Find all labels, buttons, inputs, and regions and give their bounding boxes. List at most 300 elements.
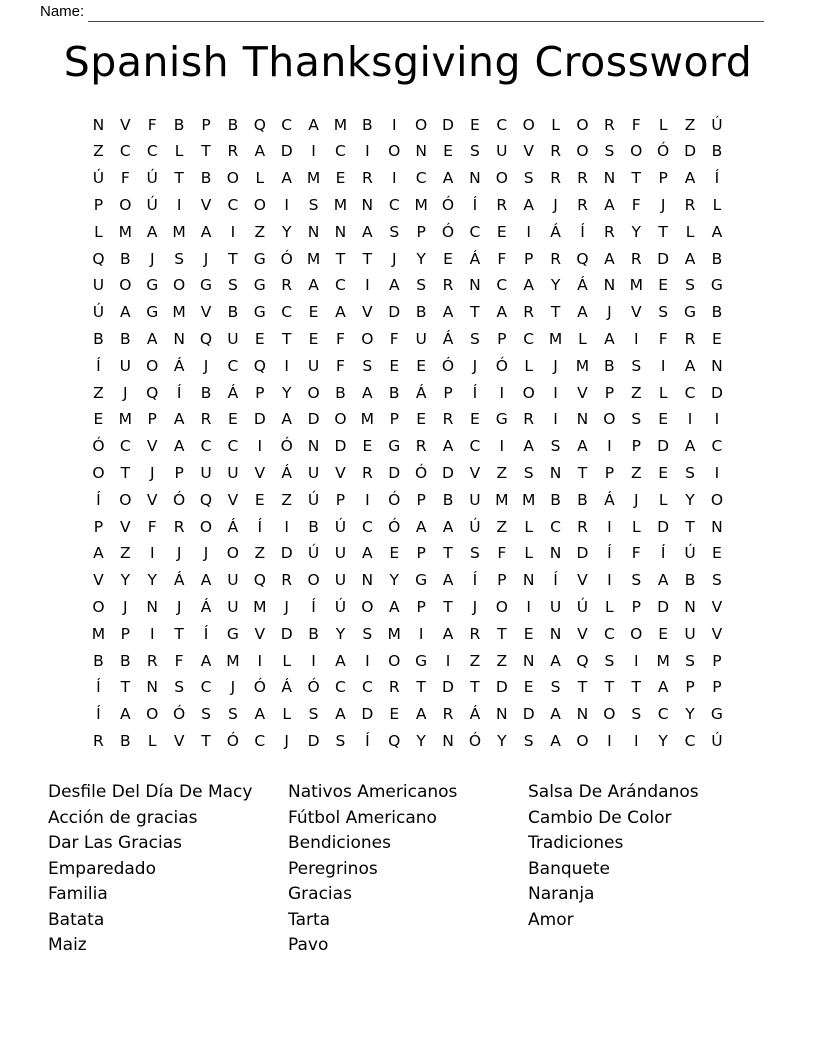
grid-cell: N — [307, 437, 320, 456]
grid-cell: T — [281, 330, 292, 349]
grid-cell: T — [174, 624, 184, 643]
grid-cell: T — [658, 222, 668, 241]
grid-cell: F — [497, 544, 507, 563]
grid-cell: E — [658, 276, 669, 295]
grid-cell: P — [93, 517, 104, 536]
grid-cell: R — [577, 196, 588, 215]
grid-cell: D — [442, 115, 454, 134]
grid-cell: Ú — [92, 303, 105, 322]
grid-cell: Z — [93, 142, 104, 161]
grid-cell: A — [442, 571, 454, 590]
grid-cell: A — [523, 196, 534, 215]
grid-cell: S — [227, 705, 238, 724]
grid-cell: N — [146, 597, 159, 616]
grid-cell: O — [307, 383, 320, 402]
grid-cell: S — [631, 571, 642, 590]
grid-cell: A — [308, 276, 319, 295]
grid-cell: B — [173, 115, 185, 134]
grid-cell: I — [149, 544, 155, 563]
grid-cell: A — [200, 571, 212, 590]
grid-cell: A — [93, 544, 104, 563]
grid-cell: L — [578, 330, 587, 349]
grid-cell: F — [631, 196, 641, 215]
grid-cell: Ó — [92, 437, 105, 456]
grid-cell: S — [174, 678, 185, 697]
grid-cell: S — [362, 624, 373, 643]
grid-cell: R — [603, 115, 615, 134]
grid-cell: T — [577, 678, 588, 697]
grid-cell: E — [658, 410, 669, 429]
grid-cell: A — [550, 731, 561, 750]
grid-cell: Í — [607, 544, 612, 563]
grid-cell: D — [495, 678, 508, 697]
word-list-column — [48, 780, 288, 959]
word-list-item: Bendiciones — [288, 833, 391, 853]
grid-cell: T — [201, 142, 211, 161]
grid-cell: P — [255, 383, 265, 402]
grid-cell: C — [227, 437, 239, 456]
grid-cell: C — [335, 678, 346, 697]
grid-cell: E — [93, 410, 104, 429]
grid-cell: Y — [281, 383, 292, 402]
grid-cell: S — [523, 169, 534, 188]
grid-cell: D — [576, 544, 589, 563]
grid-cell: M — [172, 303, 186, 322]
grid-cell: O — [415, 115, 428, 134]
grid-cell: I — [526, 222, 531, 241]
grid-cell: I — [553, 410, 558, 429]
grid-cell: F — [658, 330, 668, 349]
grid-cell: R — [442, 410, 454, 429]
grid-cell: T — [120, 464, 131, 482]
grid-cell: N — [173, 330, 185, 349]
word-list-item: Pavo — [288, 935, 329, 955]
grid-cell: J — [553, 196, 558, 215]
grid-cell: B — [550, 490, 561, 509]
grid-cell: P — [712, 651, 722, 670]
grid-cell: B — [120, 249, 131, 268]
grid-cell: Í — [311, 597, 316, 616]
grid-cell: P — [658, 169, 668, 188]
name-label: Name: — [40, 3, 85, 20]
grid-cell: I — [526, 597, 531, 616]
grid-cell: P — [174, 464, 184, 482]
grid-cell: Z — [93, 383, 104, 402]
grid-cell: A — [120, 705, 131, 724]
grid-cell: L — [605, 597, 614, 616]
grid-cell: G — [253, 276, 266, 295]
grid-cell: V — [469, 464, 481, 482]
grid-cell: A — [308, 115, 319, 134]
grid-cell: Ó — [441, 222, 455, 241]
grid-cell: C — [469, 437, 481, 456]
grid-cell: R — [442, 276, 454, 295]
grid-cell: G — [415, 651, 428, 670]
grid-cell: J — [284, 731, 289, 750]
grid-cell: Q — [253, 571, 266, 590]
grid-cell: P — [604, 464, 615, 482]
grid-cell: U — [415, 330, 427, 349]
grid-cell: Á — [469, 705, 481, 724]
grid-cell: C — [523, 330, 535, 349]
grid-cell: C — [469, 222, 481, 241]
word-list-item: Tarta — [288, 909, 331, 930]
grid-cell: S — [631, 705, 642, 724]
grid-cell: M — [656, 651, 670, 670]
grid-cell: L — [658, 490, 668, 509]
grid-cell: T — [470, 678, 480, 697]
grid-cell: I — [553, 383, 558, 402]
grid-cell: E — [308, 330, 319, 349]
grid-cell: L — [658, 115, 668, 134]
grid-cell: U — [227, 597, 239, 616]
grid-cell: A — [254, 142, 266, 161]
grid-cell: G — [388, 437, 401, 456]
grid-cell: M — [226, 651, 240, 670]
grid-cell: A — [120, 303, 131, 322]
grid-cell: Í — [365, 731, 370, 750]
grid-cell: A — [281, 410, 292, 429]
word-list-item: Salsa De Arándanos — [528, 782, 699, 802]
grid-cell: Í — [96, 490, 101, 509]
grid-cell: I — [499, 383, 505, 402]
grid-cell: N — [442, 731, 454, 750]
grid-cell: Z — [120, 544, 131, 563]
grid-cell: I — [714, 464, 720, 482]
grid-cell: R — [361, 464, 373, 482]
grid-cell: M — [522, 490, 536, 509]
grid-cell: Y — [281, 222, 292, 241]
grid-cell: Á — [469, 249, 481, 268]
grid-cell: E — [712, 330, 722, 349]
grid-cell: N — [603, 276, 616, 295]
grid-cell: L — [524, 356, 534, 375]
grid-cell: I — [607, 571, 612, 590]
grid-cell: G — [710, 276, 723, 295]
grid-cell: J — [203, 356, 209, 375]
grid-cell: A — [200, 222, 212, 241]
grid-cell: G — [146, 276, 159, 295]
grid-cell: A — [577, 437, 588, 456]
word-list-item: Peregrinos — [288, 858, 378, 879]
grid-cell: O — [710, 490, 724, 509]
grid-cell: I — [660, 356, 666, 375]
grid-cell: L — [255, 169, 265, 188]
word-list-item: Gracias — [288, 884, 352, 904]
grid-cell: S — [201, 705, 211, 724]
grid-cell: Í — [472, 571, 478, 590]
word-list-item: Fútbol Americano — [288, 807, 437, 828]
grid-cell: L — [174, 142, 184, 161]
word-list-column — [288, 780, 528, 959]
grid-cell: S — [550, 678, 561, 697]
grid-cell: A — [604, 249, 615, 268]
grid-cell: D — [657, 249, 670, 268]
grid-cell: A — [362, 222, 373, 241]
grid-cell: P — [497, 571, 507, 590]
grid-cell: S — [227, 276, 238, 295]
grid-cell: D — [442, 464, 454, 482]
grid-cell: S — [523, 731, 534, 750]
grid-cell: S — [308, 705, 319, 724]
grid-cell: R — [577, 517, 588, 536]
grid-cell: A — [281, 169, 292, 188]
grid-cell: B — [362, 115, 373, 134]
grid-cell: I — [311, 651, 316, 670]
grid-cell: S — [712, 571, 722, 590]
grid-cell: F — [631, 544, 641, 563]
grid-cell: N — [549, 544, 562, 563]
grid-cell: A — [684, 249, 696, 268]
grid-cell: E — [254, 330, 265, 349]
grid-cell: A — [442, 437, 454, 456]
grid-cell: Q — [92, 249, 105, 268]
grid-cell: R — [523, 303, 535, 322]
grid-cell: S — [604, 142, 615, 161]
grid-cell: S — [335, 731, 346, 750]
grid-cell: T — [631, 169, 641, 188]
grid-cell: U — [200, 464, 212, 482]
grid-cell: Q — [199, 490, 213, 509]
grid-cell: V — [254, 464, 266, 482]
grid-cell: E — [416, 410, 427, 429]
grid-cell: D — [307, 731, 320, 750]
grid-cell: I — [149, 624, 155, 643]
word-list — [48, 780, 768, 959]
grid-cell: S — [523, 464, 534, 482]
grid-cell: S — [174, 249, 185, 268]
word-list-item: Naranja — [528, 884, 595, 904]
grid-cell: Ó — [307, 678, 320, 697]
grid-cell: C — [281, 303, 293, 322]
grid-cell: E — [523, 678, 534, 697]
name-row — [40, 2, 764, 22]
grid-cell: Ú — [307, 544, 320, 563]
grid-cell: L — [282, 651, 291, 670]
grid-cell: J — [660, 196, 666, 215]
grid-cell: C — [361, 678, 373, 697]
grid-cell: C — [550, 517, 561, 536]
grid-cell: C — [415, 169, 427, 188]
grid-cell: J — [176, 544, 182, 563]
grid-cell: I — [365, 142, 370, 161]
grid-cell: V — [630, 303, 642, 322]
grid-cell: C — [684, 731, 696, 750]
grid-cell: S — [631, 410, 642, 429]
grid-cell: G — [253, 303, 266, 322]
grid-cell: E — [416, 356, 427, 375]
grid-cell: O — [92, 464, 105, 482]
grid-cell: E — [389, 544, 400, 563]
grid-cell: Y — [120, 571, 131, 590]
grid-cell: D — [388, 464, 401, 482]
grid-cell: R — [281, 276, 293, 295]
grid-cell: F — [631, 115, 641, 134]
grid-cell: Q — [576, 651, 589, 670]
grid-cell: R — [146, 651, 158, 670]
grid-cell: S — [469, 544, 480, 563]
grid-cell: O — [199, 517, 213, 536]
grid-cell: Í — [472, 196, 478, 215]
grid-cell: Ó — [280, 249, 293, 268]
grid-cell: G — [253, 249, 266, 268]
grid-cell: T — [685, 517, 695, 536]
grid-cell: Á — [227, 383, 239, 402]
name-input-line[interactable] — [88, 2, 764, 22]
grid-cell: N — [361, 571, 374, 590]
grid-cell: U — [227, 571, 239, 590]
grid-cell: R — [93, 731, 104, 750]
grid-cell: Í — [96, 678, 101, 697]
grid-cell: N — [361, 196, 374, 215]
grid-cell: Y — [389, 571, 399, 590]
grid-cell: V — [93, 571, 104, 590]
grid-cell: L — [147, 731, 157, 750]
grid-cell: D — [280, 142, 293, 161]
grid-cell: C — [119, 142, 131, 161]
word-list-item: Maiz — [48, 935, 87, 955]
grid-cell: E — [389, 705, 400, 724]
grid-cell: S — [469, 330, 480, 349]
word-list-item: Amor — [528, 909, 574, 930]
grid-cell: V — [227, 490, 239, 509]
word-list-column — [528, 780, 768, 959]
grid-cell: N — [576, 410, 589, 429]
grid-cell: S — [685, 464, 695, 482]
grid-cell: Í — [553, 571, 558, 590]
grid-cell: A — [173, 437, 185, 456]
grid-cell: A — [415, 517, 427, 536]
grid-cell: A — [335, 303, 346, 322]
grid-cell: B — [93, 330, 104, 349]
grid-cell: V — [577, 571, 588, 590]
grid-cell: V — [362, 303, 373, 322]
grid-cell: J — [553, 356, 558, 375]
grid-cell: A — [604, 330, 615, 349]
grid-cell: P — [416, 597, 426, 616]
grid-cell: P — [147, 410, 157, 429]
grid-cell: O — [146, 705, 159, 724]
grid-cell: C — [227, 356, 239, 375]
grid-cell: A — [415, 705, 427, 724]
grid-cell: Ú — [711, 115, 723, 134]
grid-cell: I — [607, 731, 612, 750]
grid-cell: Q — [576, 249, 589, 268]
grid-cell: D — [657, 437, 670, 456]
grid-cell: S — [685, 651, 695, 670]
grid-cell: O — [495, 597, 508, 616]
grid-cell: F — [497, 249, 507, 268]
grid-cell: E — [443, 142, 453, 161]
grid-cell: T — [201, 731, 211, 750]
grid-cell: S — [389, 222, 400, 241]
word-list-item: Cambio De Color — [528, 807, 672, 828]
grid-cell: J — [230, 678, 236, 697]
grid-cell: Z — [254, 544, 266, 563]
grid-cell: C — [388, 196, 400, 215]
grid-cell: A — [146, 222, 158, 241]
grid-cell: N — [469, 276, 481, 295]
grid-cell: Ú — [146, 169, 158, 188]
grid-cell: Ó — [468, 731, 482, 750]
grid-cell: Y — [658, 731, 668, 750]
grid-cell: Z — [496, 464, 508, 482]
grid-cell: R — [550, 169, 561, 188]
grid-cell: D — [657, 597, 670, 616]
grid-cell: O — [630, 624, 643, 643]
page-title: Spanish Thanksgiving Crossword — [63, 38, 753, 86]
grid-cell: B — [308, 517, 319, 536]
grid-cell: I — [257, 651, 263, 670]
grid-cell: R — [603, 222, 615, 241]
grid-cell: B — [227, 303, 239, 322]
grid-cell: T — [335, 249, 346, 268]
grid-cell: P — [631, 437, 641, 456]
grid-cell: B — [120, 651, 131, 670]
grid-cell: M — [306, 249, 321, 268]
grid-cell: S — [362, 356, 373, 375]
grid-cell: Ú — [576, 597, 589, 616]
grid-cell: B — [200, 383, 212, 402]
grid-cell: C — [227, 196, 239, 215]
grid-cell: Á — [604, 490, 615, 509]
grid-cell: Í — [203, 624, 209, 643]
grid-cell: E — [308, 303, 319, 322]
grid-cell: Y — [550, 276, 561, 295]
grid-cell: I — [633, 731, 639, 750]
grid-cell: R — [550, 249, 561, 268]
grid-cell: M — [118, 222, 133, 241]
grid-cell: R — [415, 437, 427, 456]
grid-cell: A — [362, 544, 373, 563]
grid-cell: A — [362, 383, 373, 402]
grid-cell: A — [577, 303, 588, 322]
grid-cell: N — [549, 624, 562, 643]
grid-cell: V — [523, 142, 534, 161]
grid-cell: I — [365, 276, 370, 295]
grid-cell: M — [253, 597, 267, 616]
grid-cell: B — [711, 249, 723, 268]
grid-cell: Z — [496, 651, 508, 670]
grid-cell: Á — [281, 464, 292, 482]
grid-cell: T — [443, 544, 453, 563]
grid-cell: R — [550, 142, 561, 161]
grid-cell: I — [311, 142, 316, 161]
grid-cell: O — [226, 544, 239, 563]
grid-cell: E — [470, 115, 480, 134]
grid-cell: P — [389, 410, 399, 429]
grid-cell: U — [334, 544, 347, 563]
grid-cell: S — [604, 651, 615, 670]
grid-cell: O — [92, 597, 105, 616]
grid-cell: F — [389, 330, 399, 349]
grid-cell: M — [91, 624, 106, 643]
grid-cell: A — [604, 196, 615, 215]
grid-cell: N — [522, 651, 535, 670]
grid-cell: M — [360, 410, 375, 429]
grid-cell: C — [684, 383, 696, 402]
grid-cell: J — [123, 597, 128, 616]
grid-cell: G — [710, 705, 723, 724]
grid-cell: F — [147, 115, 157, 134]
grid-cell: R — [200, 410, 212, 429]
grid-cell: I — [607, 437, 612, 456]
grid-cell: I — [607, 517, 612, 536]
grid-cell: Í — [714, 169, 720, 188]
grid-cell: G — [684, 303, 697, 322]
grid-cell: F — [336, 356, 345, 375]
grid-cell: P — [416, 222, 426, 241]
